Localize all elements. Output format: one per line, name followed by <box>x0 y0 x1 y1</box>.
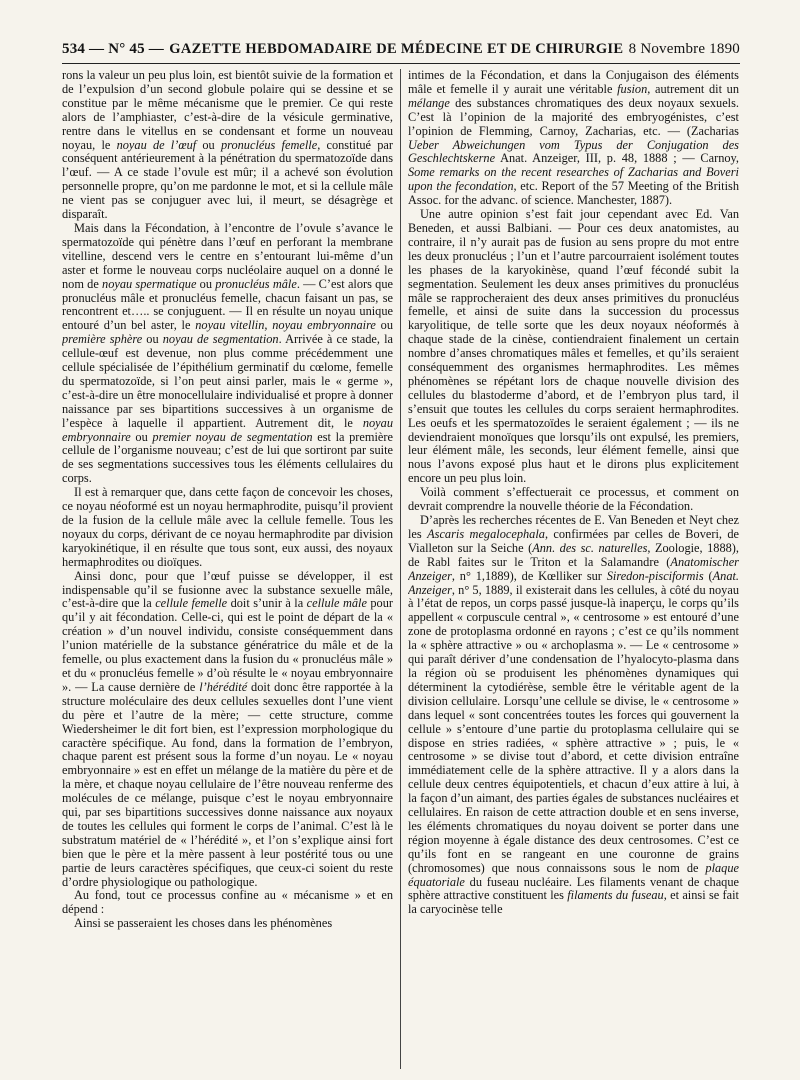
paragraph <box>62 917 393 931</box>
text-run: , n° 1,1889), de Kœlliker sur <box>451 568 607 583</box>
italic-text: Anat. Anzeiger <box>408 568 739 597</box>
right-text-column <box>408 69 739 1074</box>
left-text-column <box>62 69 393 1074</box>
text-run: ou <box>196 276 216 291</box>
page-header <box>62 38 740 60</box>
text-run: Ainsi se passeraient les choses dans les phénomènes <box>74 916 333 931</box>
paragraph <box>62 222 393 486</box>
column-divider <box>400 69 401 1069</box>
text-run: intimes de la Fécondation, et dans la Conjugaison des éléments mâle et femelle il y aurait une véritable <box>408 69 739 96</box>
italic-text: cellule femelle <box>155 596 228 611</box>
text-run: , n° 5, 1889, il existerait dans les cellules, à côté du noyau à l’état de repos, un corps passé jusque-là inaperçu, le corps qu’ils appellent « corpuscule central », « centrosome » est entouré d’une zone de protoplasma ordonné en rayons ; c’est ce qu’ils nomment la « sphère attractive » ou « archoplasma ». — Le « centrosome » qui paraît dériver d’une condensation de l’hyalocyto-plasma dans la région où se produisent les phénomènes dynamiques qui déterminent la cytodiérèse, semble être le véritable agent de la division cellulaire. Lorsqu’une cellule se divise, le « centrosome » dans lequel « sont concentrées toutes les forces qui gouvernent la cellule » s’entoure d’une partie du protoplasma cellulaire qui se dispose en stries radiées, « sphère attractive » ; puis, le « centrosome » se divise tout d’abord, et cette division entraîne immédiatement celle de la sphère attractive. Il y a alors dans la cellule deux centres équipotentiels, et chacun d’eux attire à lui, à la façon d’un aimant, des parties égales de substances nucléaires et cellulaires. En raison de cette attraction double et en sens inverse, les éléments chromatiques du noyau doivent se porter dans une région moyenne à égale distance des deux centrosomes. C’est ce qu’ils font en se rangeant en une couronne de grains (chromosomes) que nous connaissons sous le nom de <box>408 582 739 875</box>
italic-text: pronucléus mâle <box>215 276 297 291</box>
paragraph <box>408 208 739 486</box>
text-run: est la première cellule de l’organisme nouveau; c’est de lui que sortiront par suite de ses segmentations successives tous les éléments cellulaires du corps. <box>62 429 393 486</box>
paragraph <box>408 486 739 514</box>
text-run: , etc. Report of the 57 Meeting of the British Assoc. for the advanc. of science. Manchester, 1887). <box>408 179 739 208</box>
italic-text: noyau de l’œuf <box>116 137 197 152</box>
text-run: ou <box>375 318 393 333</box>
italic-text: Siredon-pisciformis <box>606 568 704 583</box>
text-run: Mais dans la Fécondation, à l’encontre de l’ovule s’avance le spermatozoïde qui pénètre dans l’œuf en perforant la membrane vitelline, descend vers le centre en s’entourant lui-même d’un aster et forme le nouveau corps nucléolaire auquel on a donné le nom de <box>62 220 393 291</box>
header-rule <box>62 63 740 64</box>
italic-text: noyau vitellin, noyau embryonnaire <box>195 318 376 333</box>
paragraph <box>408 514 739 917</box>
text-run: ou <box>196 137 221 152</box>
paragraph <box>62 570 393 890</box>
italic-text: noyau embryonnaire <box>62 415 393 444</box>
text-run: rons la valeur un peu plus loin, est bientôt suivie de la formation et de l’expulsion d’un second globule polaire qui se dessine et se constitue par le même mécanisme que le premier. Ce qui reste alors de l’amphiaster, c’est-à-dire de la vésicule germinative, rentre dans le vitellus en se condensant et forme un nouveau noyau, le <box>62 69 393 152</box>
italic-text: Ueber Abweichungen vom Typus der Conjugation des Geschlechtskerne <box>408 137 739 166</box>
text-run: Anat. Anzeiger, III, p. 48, 1888 ; — Carnoy, <box>495 151 739 166</box>
text-run: , Zoologie, 1888), de Rabl faites sur le Triton et la Salamandre ( <box>408 540 739 569</box>
text-run: ( <box>703 568 713 583</box>
text-run: pour qu’il y ait fécondation. Celle-ci, qui est le point de départ de la « création » d’un nouvel individu, consiste conséquemment dans l’union matérielle de la substance génératrice du mâle et de la femelle, ou plus exactement dans la fusion du « pronucléus mâle » et du « pronucléus femelle » d’où résulte le « noyau embryonnaire ». — La cause dernière de <box>62 596 393 694</box>
italic-text: premier noyau de segmentation <box>152 429 313 444</box>
italic-text: cellule mâle <box>306 596 367 611</box>
italic-text: Some remarks on the recent researches of Zacharias and Boveri upon the fecondation <box>408 165 739 194</box>
text-run: ou <box>130 429 153 444</box>
issue-date: 8 Novembre 1890 <box>628 40 740 57</box>
text-run: Il est à remarquer que, dans cette façon de concevoir les choses, ce noyau néoformé est un noyau hermaphrodite, puisqu’il provient de la fusion de la cellule mâle avec la cellule femelle. Tous les noyaux du corps, dérivant de ce noyau hermaphrodite par division karyokinétique, il en résulte que tous sont, eux aussi, des noyaux hermaphrodites ou dioïques. <box>62 485 393 569</box>
text-run: ou <box>142 332 163 347</box>
italic-text: filaments du fuseau <box>567 888 664 903</box>
italic-text: pronucléus femelle <box>220 137 318 152</box>
text-run: , et ainsi se fait la caryocinèse telle <box>408 888 739 917</box>
text-run: Au fond, tout ce processus confine au « mécanisme » et en dépend : <box>62 888 393 917</box>
italic-text: Ann. des sc. naturelles <box>532 540 648 555</box>
text-run: . Arrivée à ce stade, la cellule-œuf est devenue, non plus comme précédemment une cellule spécialisée de l’épithélium germinatif du cœlome, femelle du spermatozoïde, si l’on peut ainsi parler, mais le « germe », c’est-à-dire un être monocellulaire individualisé et propre à donner naissance par ses bipartitions successives à un organisme de l’espèce à laquelle il appartient. Autrement dit, le <box>62 332 393 430</box>
paragraph <box>62 889 393 917</box>
text-run: Voilà comment s’effectuerait ce processus, et comment on devrait comprendre la nouvelle théorie de la Fécondation. <box>408 485 739 514</box>
text-run: doit donc être rapportée à la structure moléculaire des deux cellules sexuelles dont l’une vient du père et l’autre de la mère; — cette structure, comme Wiedersheimer le dit fort bien, est l’expression morphologique du caractère spécifique. Au fond, dans la formation de l’embryon, chaque parent est présent sous la forme d’un noyau. Le « noyau embryonnaire » est en effet un mélange de la matière du père et de la mère, et chaque noyau cellulaire de l’être nouveau renferme des molécules de ce mélange, puisque c’est le noyau embryonnaire qui, par ses bipartitions successives donne naissance aux noyaux de toutes les cellules qui forment le corps de l’animal. C’est là le substratum matériel de « l’hérédité », et l’on s’explique ainsi fort bien que le père et la mère passent à leur postérité tous ou une partie de leurs caractères spécifiques, que ceux-ci soient du reste d’ordre physiologique ou pathologique. <box>62 679 393 889</box>
italic-text: Anatomischer Anzeiger <box>408 554 739 583</box>
italic-text: mélange <box>408 95 450 110</box>
italic-text: fusion <box>617 81 648 96</box>
paragraph <box>62 69 393 222</box>
text-run: Une autre opinion s’est fait jour cependant avec Ed. Van Beneden, et aussi Balbiani. — Pour ces deux anatomistes, au contraire, il n’y aurait pas de fusion au sens propre du mot entre les deux pronucléus ; l’un et l’autre parcourraient isolément toutes les phases de la karyokinèse, quand l’œuf fécondé subit la segmentation. Seulement les deux anses primitives du pronucléus mâle se rapprocheraient des deux anses primitives du pronucléus femelle, et ainsi de suite dans la succession du processus karyolitique, de telle sorte que les deux noyaux néoformés à chaque stade de la cinèse, contiendraient finalement un certain nombre d’anses chromatiques mâles et femelles, et qu’ils seraient conséquemment des organismes hermaphrodites. Les mêmes phénomènes se répétant lors de chaque nouvelle division des cellules du blastoderme d’abord, et de l’embryon plus tard, il s’ensuit que toutes les cellules du corps seraient hermaphrodites. Les oeufs et les spermatozoïdes le seraient également ; — ils ne deviendraient monoïques que lorsqu’ils ont expulsé, les premiers, leur élément mâle, les seconds, leur élément femelle, ainsi que nous l’avons exposé plus haut et le dirons plus explicitement encore un peu plus loin. <box>408 207 739 486</box>
text-run: Ainsi donc, pour que l’œuf puisse se développer, il est indispensable qu’il se fusionne avec la substance sexuelle mâle, c’est-à-dire que la <box>62 568 393 611</box>
italic-text: noyau de segmentation <box>162 332 279 347</box>
text-run: , autrement dit un <box>647 81 739 96</box>
text-run: , constitué par conséquent antérieurement à la pénétration du spermatozoïde dans l’œuf. — A ce stade l’ovule est mûr; il a achevé son évolution personnelle propre, qu’on me pardonne le mot, et si la cellule mâle ne vient pas se conjuguer avec lui, il meurt, se désagrège et disparaît. <box>62 137 393 222</box>
journal-title: GAZETTE HEBDOMADAIRE DE MÉDECINE ET DE CHIRURGIE <box>169 40 624 57</box>
text-run: doit s’unir à la <box>227 596 307 611</box>
paragraph <box>62 486 393 569</box>
italic-text: noyau spermatique <box>102 276 197 291</box>
paragraph <box>408 69 739 208</box>
italic-text: première sphère <box>62 332 143 347</box>
italic-text: l’hérédité <box>199 679 248 694</box>
page-issue-number: 534 — N° 45 — <box>62 40 164 57</box>
text-run: des substances chromatiques des deux noyaux sexuels. C’est là l’opinion de la majorité des embryogénistes, c’est l’opinion de Flemming, Carnoy, Zacharias, etc. — (Zacharias <box>408 95 739 138</box>
text-run: . — C’est alors que pronucléus mâle et pronucléus femelle, chacun faisant un pas, se rencontrent et….. se conjuguent. — Il en résulte un noyau unique entouré d’un bel aster, le <box>62 276 393 333</box>
text-run: , confirmées par celles de Boveri, de Vialleton sur la Seiche ( <box>408 526 739 555</box>
italic-text: plaque équatoriale <box>408 860 739 889</box>
italic-text: Ascaris megalocephala <box>427 526 545 541</box>
text-run: du fuseau nucléaire. Les filaments venant de chaque sphère attractive constituent les <box>408 874 739 903</box>
text-run: D’après les recherches récentes de E. Van Beneden et Neyt chez les <box>408 513 739 541</box>
